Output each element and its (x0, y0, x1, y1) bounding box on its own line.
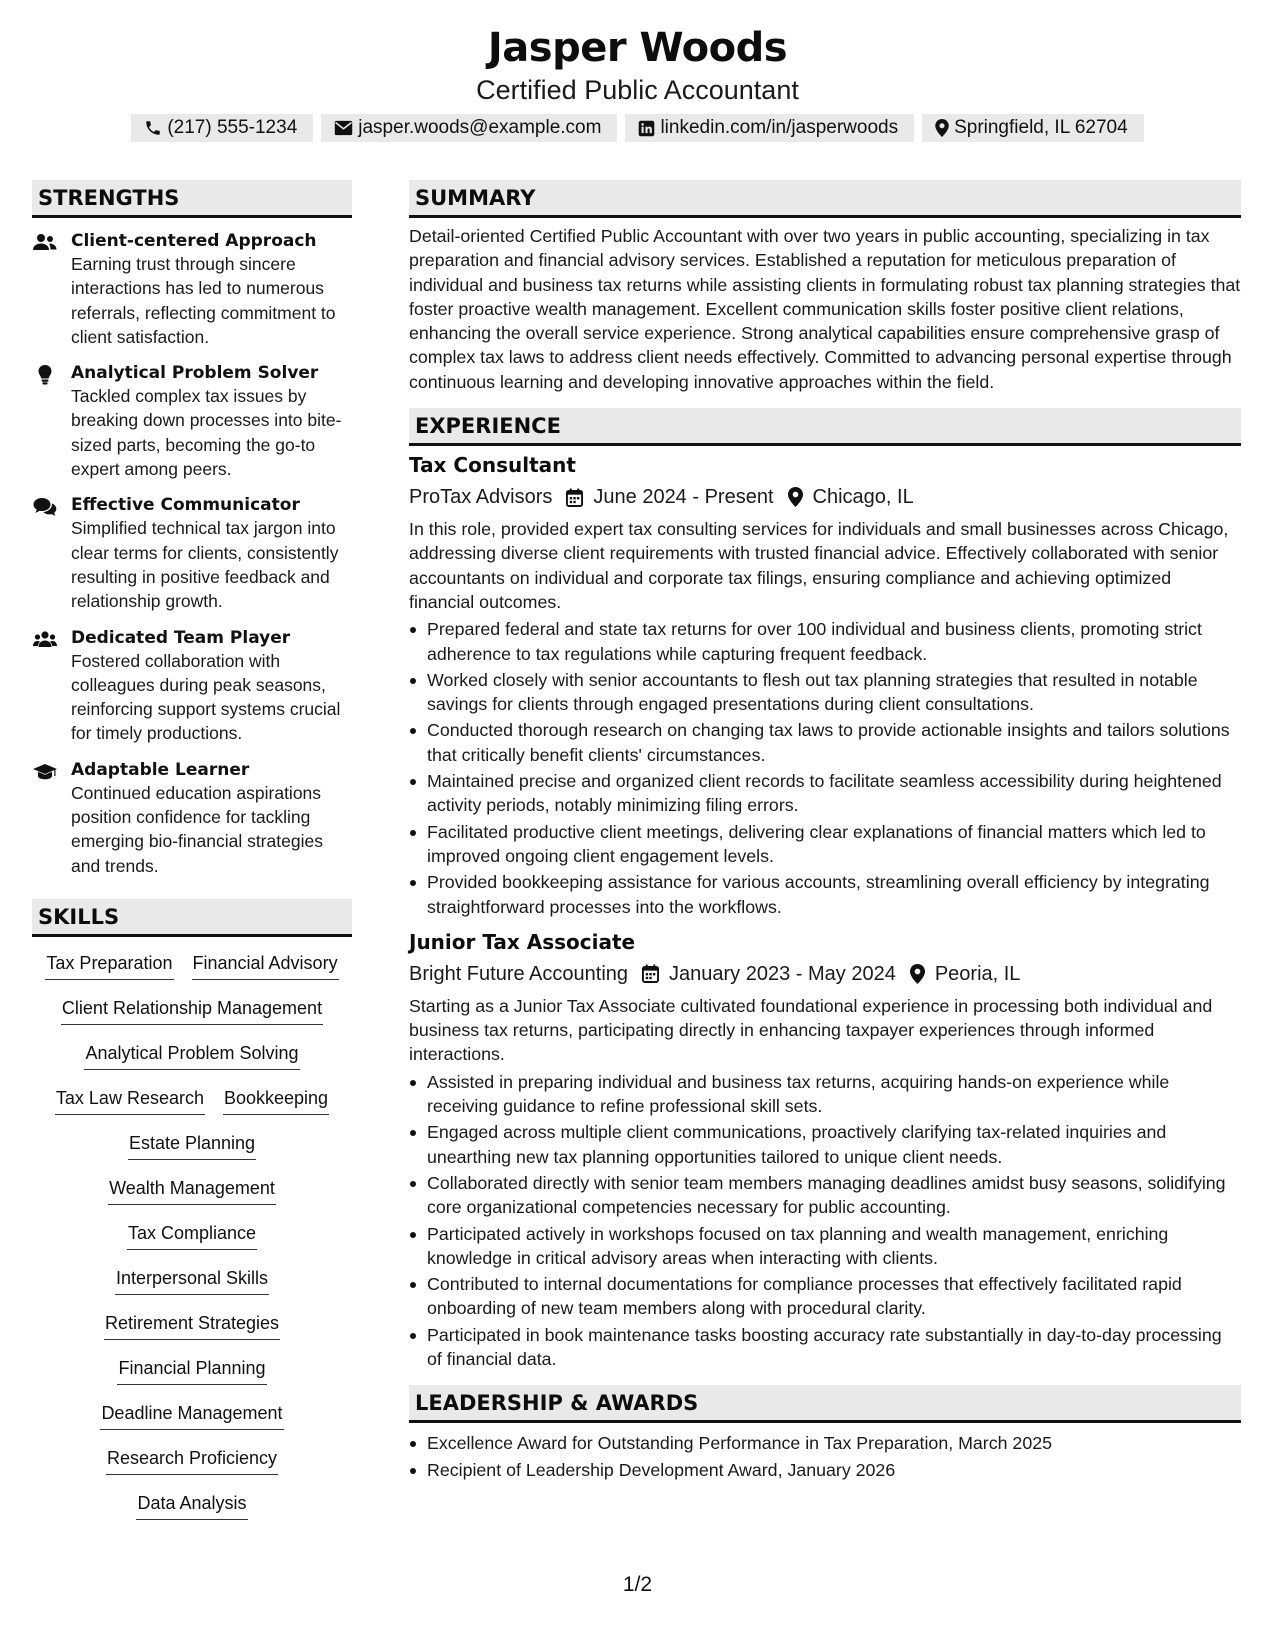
strengths-heading: STRENGTHS (32, 180, 352, 218)
strength-desc: Continued education aspirations position confidence for tackling emerging bio-financial strategies and trends. (71, 782, 323, 876)
calendar-icon (566, 488, 583, 507)
bullet-item: Participated actively in workshops focused on tax planning and wealth management, enriching knowledge in critical advisory areas when interacting with clients. (409, 1222, 1241, 1271)
job-meta (409, 960, 1241, 988)
skill-row (32, 1221, 352, 1266)
skill-tag: Client Relationship Management (61, 996, 323, 1025)
bullet-item: Provided bookkeeping assistance for various accounts, streamlining overall efficiency by integrating straightforward processes into the workflows. (409, 870, 1241, 919)
strength-desc: Fostered collaboration with colleagues during peak seasons, reinforcing support systems crucial for timely productions. (71, 650, 341, 744)
awards-heading: LEADERSHIP & AWARDS (409, 1385, 1241, 1423)
job-bullets (409, 617, 1241, 919)
contact-bar (0, 114, 1275, 142)
strength-item (32, 362, 352, 481)
contact-linkedin[interactable] (625, 114, 914, 142)
skills-heading: SKILLS (32, 899, 352, 937)
skill-row (32, 1086, 352, 1131)
left-column (32, 180, 352, 1536)
skill-tag: Analytical Problem Solving (84, 1041, 299, 1070)
job-entry (409, 452, 1241, 919)
user-group-icon (33, 233, 57, 253)
strength-desc: Simplified technical tax jargon into clear terms for clients, consistently resulting in positive feedback and relationship growth. (71, 518, 339, 612)
skill-row (32, 1266, 352, 1311)
linkedin-text: linkedin.com/in/jasperwoods (660, 117, 899, 138)
award-item: Recipient of Leadership Development Award, January 2026 (409, 1458, 1241, 1482)
skill-tag: Financial Planning (117, 1356, 266, 1385)
skill-tag: Tax Compliance (127, 1221, 257, 1250)
bullet-item: Prepared federal and state tax returns for over 100 individual and business clients, promoting strict adherence to tax regulations while capturing frequent feedback. (409, 617, 1241, 666)
strength-desc: Earning trust through sincere interactions has led to numerous referrals, reflecting commitment to client satisfaction. (71, 254, 336, 347)
job-title: Junior Tax Associate (409, 929, 636, 954)
job-title: Tax Consultant (409, 453, 576, 478)
page-number: 1/2 (622, 1573, 653, 1596)
contact-email[interactable] (321, 114, 617, 142)
skill-row (32, 1041, 352, 1086)
calendar-icon (642, 964, 659, 983)
phone-text: (217) 555-1234 (167, 117, 298, 138)
bullet-item: Collaborated directly with senior team members managing deadlines amidst busy seasons, solidifying core organizational competencies necessary for public accounting. (409, 1171, 1241, 1220)
strength-item (32, 627, 352, 746)
skill-tag: Interpersonal Skills (115, 1266, 269, 1295)
location-text: Springfield, IL 62704 (954, 117, 1128, 138)
job-company: ProTax Advisors (409, 486, 553, 509)
users-icon (33, 630, 57, 650)
strength-title: Effective Communicator (71, 495, 300, 516)
skill-tag: Tax Law Research (55, 1086, 205, 1115)
strength-item (32, 759, 352, 878)
lightbulb-icon (33, 365, 57, 385)
bullet-item: Participated in book maintenance tasks boosting accuracy rate substantially in day-to-day processing of financial data. (409, 1323, 1241, 1372)
job-dates: January 2023 - May 2024 (669, 962, 896, 985)
job-meta (409, 483, 1241, 511)
job-location: Peoria, IL (934, 962, 1021, 985)
job-description: Starting as a Junior Tax Associate cultivated foundational experience in processing both individual and business tax returns, participating directly in enhancing taxpayer experiences through informed interactions. (409, 995, 1213, 1065)
skill-tag: Financial Advisory (192, 951, 339, 980)
strength-item (32, 230, 352, 349)
awards-list (409, 1431, 1241, 1482)
skill-row (32, 1491, 352, 1536)
skill-tag: Research Proficiency (106, 1446, 278, 1475)
skill-tag: Data Analysis (136, 1491, 247, 1520)
bullet-item: Assisted in preparing individual and business tax returns, acquiring hands-on experience while receiving guidance to refine professional skill sets. (409, 1070, 1241, 1119)
award-item: Excellence Award for Outstanding Performance in Tax Preparation, March 2025 (409, 1431, 1241, 1455)
skill-tag: Estate Planning (128, 1131, 256, 1160)
strength-item (32, 494, 352, 613)
job-company: Bright Future Accounting (409, 962, 629, 985)
skill-tag: Deadline Management (100, 1401, 283, 1430)
candidate-title: Certified Public Accountant (476, 75, 799, 105)
strength-title: Dedicated Team Player (71, 627, 291, 648)
bullet-item: Conducted thorough research on changing tax laws to provide actionable insights and tailors solutions that critically benefit clients' circumstances. (409, 718, 1241, 767)
skill-tag: Bookkeeping (223, 1086, 329, 1115)
skill-row (32, 1176, 352, 1221)
skill-row (32, 1446, 352, 1491)
bullet-item: Maintained precise and organized client records to facilitate seamless accessibility during heightened activity periods, notably minimizing filing errors. (409, 769, 1241, 818)
comments-icon (33, 497, 57, 517)
skill-row (32, 996, 352, 1041)
job-entry (409, 929, 1241, 1371)
map-pin-icon (910, 964, 925, 984)
job-description: In this role, provided expert tax consulting services for individuals and small businesses across Chicago, addressing diverse client requirements with trusted financial advice. Effectively collaborated with senior accountants on individual and corporate tax filings, ensuring compliance and achieving optimized financial outcomes. (409, 519, 1229, 612)
phone-icon (144, 119, 162, 137)
strength-title: Client-centered Approach (71, 231, 317, 251)
envelope-icon (334, 120, 353, 136)
job-bullets (409, 1070, 1241, 1372)
summary-heading: SUMMARY (409, 180, 1241, 218)
strength-title: Analytical Problem Solver (71, 363, 319, 384)
skills-list (32, 951, 352, 1536)
skill-tag: Wealth Management (108, 1176, 276, 1205)
map-pin-icon (935, 119, 949, 137)
contact-location[interactable] (922, 114, 1144, 142)
bullet-item: Contributed to internal documentations for compliance processes that effectively facilitated rapid onboarding of new team members along with procedural clarity. (409, 1272, 1241, 1321)
graduation-cap-icon (33, 762, 57, 782)
strength-desc: Tackled complex tax issues by breaking down processes into bite-sized parts, becoming the go-to expert among peers. (71, 386, 342, 480)
contact-phone[interactable] (131, 114, 313, 142)
experience-heading: EXPERIENCE (409, 408, 1241, 446)
map-pin-icon (788, 487, 803, 507)
right-column (409, 180, 1241, 1484)
strength-title: Adaptable Learner (71, 759, 250, 780)
skill-row (32, 1311, 352, 1356)
skill-row (32, 951, 352, 996)
skill-tag: Tax Preparation (45, 951, 173, 980)
skill-row (32, 1356, 352, 1401)
skill-tag: Retirement Strategies (104, 1311, 280, 1340)
summary-text: Detail-oriented Certified Public Accountant with over two years in public accounting, specializing in tax preparation and financial advisory services. Established a reputation for meticulous preparation of individual and business tax returns while assisting clients in formulating robust tax planning strategies that foster proactive wealth management. Excellent communication skills foster positive client relations, enhancing the overall service experience. Strong analytical capabilities ensure comprehensive grasp of complex tax laws to address client needs effectively. Committed to advancing personal expertise through continuous learning and developing innovative approaches within the field. (409, 226, 1241, 392)
job-location: Chicago, IL (812, 486, 914, 509)
linkedin-icon (638, 120, 655, 137)
bullet-item: Engaged across multiple client communications, proactively clarifying tax-related inquiries and unearthing new tax planning opportunities tailored to unique client needs. (409, 1120, 1241, 1169)
job-dates: June 2024 - Present (593, 486, 774, 509)
email-text: jasper.woods@example.com (358, 117, 602, 138)
candidate-name: Jasper Woods (487, 25, 788, 71)
resume-header (0, 22, 1275, 106)
skill-row (32, 1401, 352, 1446)
bullet-item: Facilitated productive client meetings, delivering clear explanations of financial matters which led to improved ongoing client engagement levels. (409, 820, 1241, 869)
skill-row (32, 1131, 352, 1176)
bullet-item: Worked closely with senior accountants to flesh out tax planning strategies that resulted in notable savings for clients through engaged presentations during client consultations. (409, 668, 1241, 717)
